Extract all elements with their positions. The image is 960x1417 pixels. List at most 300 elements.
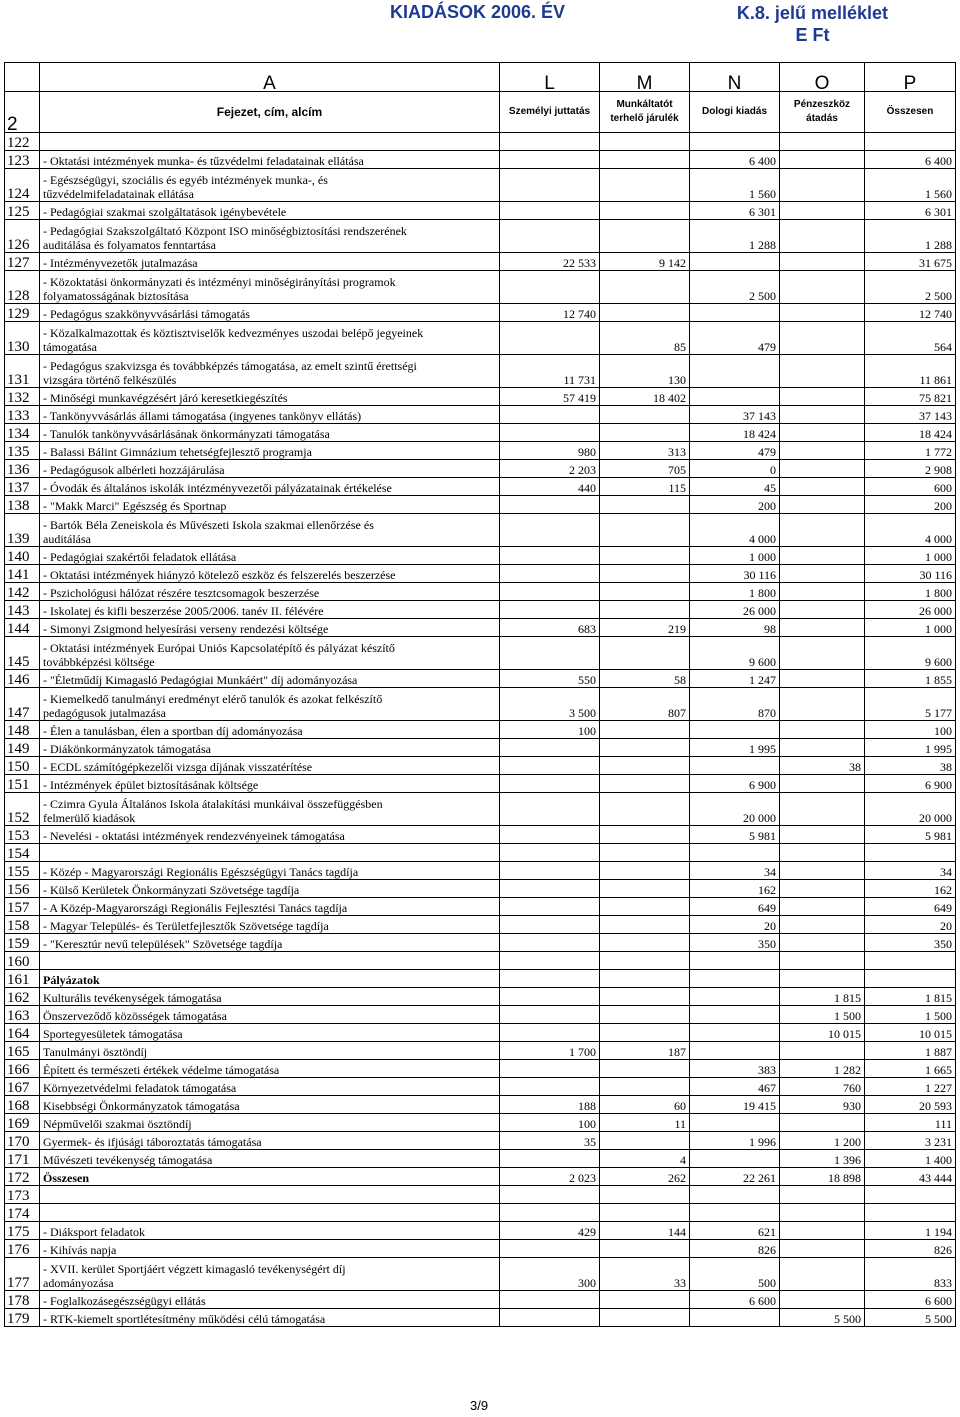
personal-payments-cell: 22 533 xyxy=(500,253,600,271)
row-description: - A Közép-Magyarországi Regionális Fejlesztési Tanács tagdíja xyxy=(40,898,500,916)
table-row xyxy=(5,952,956,970)
row-description: - Foglalkozásegészségügyi ellátás xyxy=(40,1291,500,1309)
employer-contribution-cell xyxy=(600,988,690,1006)
personal-payments-cell xyxy=(500,898,600,916)
fund-transfer-cell xyxy=(780,619,865,637)
employer-contribution-cell xyxy=(600,793,690,826)
material-expense-cell xyxy=(690,1309,780,1327)
employer-contribution-cell: 219 xyxy=(600,619,690,637)
row-number: 151 xyxy=(5,775,40,793)
column-header: Dologi kiadás xyxy=(690,92,780,133)
row-number: 167 xyxy=(5,1078,40,1096)
fund-transfer-cell: 930 xyxy=(780,1096,865,1114)
total-cell: 833 xyxy=(865,1258,956,1291)
fund-transfer-cell xyxy=(780,133,865,151)
employer-contribution-cell xyxy=(600,862,690,880)
row-description: - Külső Kerületek Önkormányzati Szövetsége tagdíja xyxy=(40,880,500,898)
employer-contribution-cell: 313 xyxy=(600,442,690,460)
table-row xyxy=(5,271,956,304)
row-description: - Balassi Bálint Gimnázium tehetségfejlesztő programja xyxy=(40,442,500,460)
material-expense-cell: 20 000 xyxy=(690,793,780,826)
row-description: Gyermek- és ifjúsági táboroztatás támogatása xyxy=(40,1132,500,1150)
table-row xyxy=(5,1006,956,1024)
table-row xyxy=(5,862,956,880)
fund-transfer-cell xyxy=(780,583,865,601)
row-number: 142 xyxy=(5,583,40,601)
fund-transfer-cell xyxy=(780,844,865,862)
fund-transfer-cell xyxy=(780,688,865,721)
fund-transfer-cell xyxy=(780,388,865,406)
employer-contribution-cell xyxy=(600,721,690,739)
row-description: Pályázatok xyxy=(40,970,500,988)
total-cell: 100 xyxy=(865,721,956,739)
employer-contribution-cell: 705 xyxy=(600,460,690,478)
table-row xyxy=(5,637,956,670)
total-cell: 1 995 xyxy=(865,739,956,757)
material-expense-cell: 1 247 xyxy=(690,670,780,688)
fund-transfer-cell: 10 015 xyxy=(780,1024,865,1042)
table-row xyxy=(5,739,956,757)
row-description: - XVII. kerület Sportjáért végzett kimagasló tevékenységért díj adományozása xyxy=(40,1258,500,1291)
personal-payments-cell xyxy=(500,583,600,601)
row-number: 139 xyxy=(5,514,40,547)
table-row xyxy=(5,304,956,322)
personal-payments-cell xyxy=(500,322,600,355)
total-cell: 20 593 xyxy=(865,1096,956,1114)
employer-contribution-cell xyxy=(600,1132,690,1150)
fund-transfer-cell xyxy=(780,322,865,355)
row-number: 141 xyxy=(5,565,40,583)
row-number: 129 xyxy=(5,304,40,322)
total-cell: 600 xyxy=(865,478,956,496)
column-letter: O xyxy=(780,63,865,92)
fund-transfer-cell xyxy=(780,424,865,442)
total-cell: 1 855 xyxy=(865,670,956,688)
material-expense-cell: 383 xyxy=(690,1060,780,1078)
total-cell xyxy=(865,970,956,988)
material-expense-cell: 0 xyxy=(690,460,780,478)
fund-transfer-cell xyxy=(780,271,865,304)
row-description: Összesen xyxy=(40,1168,500,1186)
employer-contribution-cell xyxy=(600,739,690,757)
row-number: 124 xyxy=(5,169,40,202)
personal-payments-cell xyxy=(500,880,600,898)
row-number: 169 xyxy=(5,1114,40,1132)
employer-contribution-cell xyxy=(600,916,690,934)
fund-transfer-cell xyxy=(780,1222,865,1240)
total-cell: 1 560 xyxy=(865,169,956,202)
fund-transfer-cell xyxy=(780,934,865,952)
row-description: - Pedagógus szakkönyvvásárlási támogatás xyxy=(40,304,500,322)
personal-payments-cell xyxy=(500,565,600,583)
employer-contribution-cell xyxy=(600,406,690,424)
row-number: 143 xyxy=(5,601,40,619)
personal-payments-cell xyxy=(500,271,600,304)
material-expense-cell: 1 000 xyxy=(690,547,780,565)
unit-label: E Ft xyxy=(795,25,830,45)
row-description: Népművelői szakmai ösztöndíj xyxy=(40,1114,500,1132)
employer-contribution-cell: 187 xyxy=(600,1042,690,1060)
personal-payments-cell xyxy=(500,151,600,169)
fund-transfer-cell xyxy=(780,406,865,424)
row-description: - Oktatási intézmények munka- és tűzvédelmi feladatainak ellátása xyxy=(40,151,500,169)
personal-payments-cell: 2 203 xyxy=(500,460,600,478)
table-row xyxy=(5,1204,956,1222)
employer-contribution-cell: 9 142 xyxy=(600,253,690,271)
row-description xyxy=(40,1204,500,1222)
table-row xyxy=(5,202,956,220)
total-cell: 1 000 xyxy=(865,547,956,565)
employer-contribution-cell xyxy=(600,496,690,514)
table-row xyxy=(5,1132,956,1150)
total-cell: 5 981 xyxy=(865,826,956,844)
row-description xyxy=(40,133,500,151)
table-row xyxy=(5,826,956,844)
fund-transfer-cell xyxy=(780,565,865,583)
material-expense-cell xyxy=(690,844,780,862)
row-number: 166 xyxy=(5,1060,40,1078)
total-cell: 6 301 xyxy=(865,202,956,220)
total-cell: 30 116 xyxy=(865,565,956,583)
employer-contribution-cell: 18 402 xyxy=(600,388,690,406)
row-number: 127 xyxy=(5,253,40,271)
employer-contribution-cell xyxy=(600,424,690,442)
personal-payments-cell xyxy=(500,547,600,565)
total-cell: 5 500 xyxy=(865,1309,956,1327)
personal-payments-cell xyxy=(500,793,600,826)
row-description: Tanulmányi ösztöndíj xyxy=(40,1042,500,1060)
employer-contribution-cell: 115 xyxy=(600,478,690,496)
material-expense-cell: 5 981 xyxy=(690,826,780,844)
column-letter: P xyxy=(865,63,956,92)
personal-payments-cell xyxy=(500,862,600,880)
personal-payments-cell xyxy=(500,757,600,775)
personal-payments-cell: 188 xyxy=(500,1096,600,1114)
table-row xyxy=(5,133,956,151)
employer-contribution-cell xyxy=(600,1240,690,1258)
personal-payments-cell: 12 740 xyxy=(500,304,600,322)
material-expense-cell: 2 500 xyxy=(690,271,780,304)
row-number: 152 xyxy=(5,793,40,826)
employer-contribution-cell: 130 xyxy=(600,355,690,388)
employer-contribution-cell xyxy=(600,583,690,601)
total-cell: 5 177 xyxy=(865,688,956,721)
personal-payments-cell xyxy=(500,1006,600,1024)
row-description: Kisebbségi Önkormányzatok támogatása xyxy=(40,1096,500,1114)
personal-payments-cell xyxy=(500,496,600,514)
employer-contribution-cell: 262 xyxy=(600,1168,690,1186)
personal-payments-cell xyxy=(500,934,600,952)
total-cell: 1 194 xyxy=(865,1222,956,1240)
material-expense-cell: 467 xyxy=(690,1078,780,1096)
employer-contribution-cell xyxy=(600,1204,690,1222)
material-expense-cell xyxy=(690,970,780,988)
row-number: 177 xyxy=(5,1258,40,1291)
row-description: - "Életműdíj Kimagasló Pedagógiai Munkáért" díj adományozása xyxy=(40,670,500,688)
table-row xyxy=(5,988,956,1006)
material-expense-cell: 45 xyxy=(690,478,780,496)
fund-transfer-cell xyxy=(780,151,865,169)
material-expense-cell xyxy=(690,952,780,970)
total-cell: 564 xyxy=(865,322,956,355)
row-description xyxy=(40,952,500,970)
table-row xyxy=(5,970,956,988)
table-row xyxy=(5,514,956,547)
header-right xyxy=(737,2,888,46)
total-cell: 2 500 xyxy=(865,271,956,304)
employer-contribution-cell xyxy=(600,133,690,151)
row-description: - Czimra Gyula Általános Iskola átalakítási munkáival összefüggésben felmerülő kiadások xyxy=(40,793,500,826)
employer-contribution-cell: 85 xyxy=(600,322,690,355)
table-row xyxy=(5,478,956,496)
fund-transfer-cell xyxy=(780,442,865,460)
table-row xyxy=(5,898,956,916)
row-description: Önszerveződő közösségek támogatása xyxy=(40,1006,500,1024)
row-description: - Diáksport feladatok xyxy=(40,1222,500,1240)
row-number-header: 2 xyxy=(5,92,40,133)
row-number: 130 xyxy=(5,322,40,355)
total-cell: 6 400 xyxy=(865,151,956,169)
total-cell: 6 900 xyxy=(865,775,956,793)
row-number: 148 xyxy=(5,721,40,739)
fund-transfer-cell xyxy=(780,601,865,619)
fund-transfer-cell: 1 500 xyxy=(780,1006,865,1024)
employer-contribution-cell xyxy=(600,1006,690,1024)
material-expense-cell: 479 xyxy=(690,442,780,460)
material-expense-cell: 826 xyxy=(690,1240,780,1258)
material-expense-cell: 350 xyxy=(690,934,780,952)
total-cell: 20 000 xyxy=(865,793,956,826)
personal-payments-cell xyxy=(500,424,600,442)
table-row xyxy=(5,253,956,271)
total-cell xyxy=(865,952,956,970)
employer-contribution-cell: 60 xyxy=(600,1096,690,1114)
row-number: 179 xyxy=(5,1309,40,1327)
material-expense-cell xyxy=(690,388,780,406)
row-number: 170 xyxy=(5,1132,40,1150)
fund-transfer-cell xyxy=(780,670,865,688)
employer-contribution-cell xyxy=(600,304,690,322)
row-number: 131 xyxy=(5,355,40,388)
personal-payments-cell xyxy=(500,1186,600,1204)
material-expense-cell xyxy=(690,304,780,322)
row-description: - Pedagógus szakvizsga és továbbképzés támogatása, az emelt szintű érettségi vizsgára történő felkészülés xyxy=(40,355,500,388)
fund-transfer-cell: 760 xyxy=(780,1078,865,1096)
row-description: - Oktatási intézmények hiányzó kötelező eszköz és felszerelés beszerzése xyxy=(40,565,500,583)
material-expense-cell: 20 xyxy=(690,916,780,934)
row-number: 135 xyxy=(5,442,40,460)
personal-payments-cell xyxy=(500,1240,600,1258)
employer-contribution-cell xyxy=(600,220,690,253)
row-description: - Iskolatej és kifli beszerzése 2005/2006. tanév II. félévére xyxy=(40,601,500,619)
row-description: Sportegyesületek támogatása xyxy=(40,1024,500,1042)
fund-transfer-cell xyxy=(780,721,865,739)
row-number: 125 xyxy=(5,202,40,220)
employer-contribution-cell xyxy=(600,952,690,970)
row-number: 153 xyxy=(5,826,40,844)
fund-transfer-cell: 38 xyxy=(780,757,865,775)
material-expense-cell xyxy=(690,253,780,271)
personal-payments-cell xyxy=(500,775,600,793)
fund-transfer-cell xyxy=(780,862,865,880)
row-number: 178 xyxy=(5,1291,40,1309)
material-expense-cell xyxy=(690,1186,780,1204)
total-cell: 20 xyxy=(865,916,956,934)
fund-transfer-cell xyxy=(780,169,865,202)
row-number: 171 xyxy=(5,1150,40,1168)
total-cell: 18 424 xyxy=(865,424,956,442)
material-expense-cell xyxy=(690,988,780,1006)
fund-transfer-cell: 1 282 xyxy=(780,1060,865,1078)
row-description: Művészeti tevékenység támogatása xyxy=(40,1150,500,1168)
table-row xyxy=(5,601,956,619)
total-cell: 1 665 xyxy=(865,1060,956,1078)
row-description: - "Keresztúr nevű települések" Szövetsége tagdíja xyxy=(40,934,500,952)
table-row xyxy=(5,322,956,355)
table-row xyxy=(5,1042,956,1060)
table-row xyxy=(5,565,956,583)
employer-contribution-cell: 58 xyxy=(600,670,690,688)
total-cell: 1 000 xyxy=(865,619,956,637)
employer-contribution-cell: 144 xyxy=(600,1222,690,1240)
total-cell: 75 821 xyxy=(865,388,956,406)
employer-contribution-cell xyxy=(600,565,690,583)
table-row xyxy=(5,355,956,388)
employer-contribution-cell: 4 xyxy=(600,1150,690,1168)
expenditure-table xyxy=(4,62,956,1327)
row-number: 147 xyxy=(5,688,40,721)
material-expense-cell: 98 xyxy=(690,619,780,637)
row-number: 133 xyxy=(5,406,40,424)
total-cell xyxy=(865,133,956,151)
material-expense-cell: 6 900 xyxy=(690,775,780,793)
row-description: - Közalkalmazottak és köztisztviselők kedvezményes uszodai belépő jegyeinek támogatása xyxy=(40,322,500,355)
total-cell: 34 xyxy=(865,862,956,880)
material-expense-cell: 18 424 xyxy=(690,424,780,442)
row-description: - Közép - Magyarországi Regionális Egészségügyi Tanács tagdíja xyxy=(40,862,500,880)
material-expense-cell: 1 800 xyxy=(690,583,780,601)
employer-contribution-cell xyxy=(600,757,690,775)
fund-transfer-cell xyxy=(780,478,865,496)
fund-transfer-cell xyxy=(780,1240,865,1258)
table-row xyxy=(5,406,956,424)
total-cell: 162 xyxy=(865,880,956,898)
row-number: 175 xyxy=(5,1222,40,1240)
row-number: 137 xyxy=(5,478,40,496)
fund-transfer-cell xyxy=(780,355,865,388)
row-description: Épített és természeti értékek védelme támogatása xyxy=(40,1060,500,1078)
personal-payments-cell xyxy=(500,1291,600,1309)
column-letter: N xyxy=(690,63,780,92)
personal-payments-cell xyxy=(500,601,600,619)
employer-contribution-cell xyxy=(600,202,690,220)
column-header: Pénzeszköz átadás xyxy=(780,92,865,133)
material-expense-cell xyxy=(690,1150,780,1168)
total-cell: 826 xyxy=(865,1240,956,1258)
table-row xyxy=(5,1168,956,1186)
fund-transfer-cell xyxy=(780,1258,865,1291)
row-number: 164 xyxy=(5,1024,40,1042)
table-row xyxy=(5,1309,956,1327)
row-number: 126 xyxy=(5,220,40,253)
total-cell: 26 000 xyxy=(865,601,956,619)
total-cell: 649 xyxy=(865,898,956,916)
table-row xyxy=(5,916,956,934)
row-description: Környezetvédelmi feladatok támogatása xyxy=(40,1078,500,1096)
row-description: - Élen a tanulásban, élen a sportban díj adományozása xyxy=(40,721,500,739)
row-description: - Pedagógiai szakértői feladatok ellátása xyxy=(40,547,500,565)
personal-payments-cell xyxy=(500,637,600,670)
table-row xyxy=(5,1222,956,1240)
total-cell: 3 231 xyxy=(865,1132,956,1150)
row-description: - Egészségügyi, szociális és egyéb intézmények munka-, és tűzvédelmifeladatainak ellátása xyxy=(40,169,500,202)
table-row xyxy=(5,757,956,775)
row-number: 162 xyxy=(5,988,40,1006)
row-description xyxy=(40,1186,500,1204)
total-cell xyxy=(865,1186,956,1204)
table-row xyxy=(5,1150,956,1168)
employer-contribution-cell xyxy=(600,601,690,619)
row-number: 149 xyxy=(5,739,40,757)
total-cell: 10 015 xyxy=(865,1024,956,1042)
row-number: 165 xyxy=(5,1042,40,1060)
column-header-row xyxy=(5,92,956,133)
material-expense-cell: 500 xyxy=(690,1258,780,1291)
fund-transfer-cell xyxy=(780,1291,865,1309)
row-description: - Pedagógiai Szakszolgáltató Központ ISO minőségbiztosítási rendszerének auditálása és folyamatos fenntartása xyxy=(40,220,500,253)
total-cell: 111 xyxy=(865,1114,956,1132)
personal-payments-cell xyxy=(500,202,600,220)
total-cell: 9 600 xyxy=(865,637,956,670)
table-row xyxy=(5,151,956,169)
employer-contribution-cell xyxy=(600,1309,690,1327)
material-expense-cell: 37 143 xyxy=(690,406,780,424)
employer-contribution-cell xyxy=(600,1291,690,1309)
employer-contribution-cell xyxy=(600,271,690,304)
personal-payments-cell: 100 xyxy=(500,721,600,739)
material-expense-cell xyxy=(690,1024,780,1042)
page-title: KIADÁSOK 2006. ÉV xyxy=(390,2,566,22)
fund-transfer-cell xyxy=(780,1204,865,1222)
fund-transfer-cell xyxy=(780,496,865,514)
fund-transfer-cell xyxy=(780,880,865,898)
personal-payments-cell xyxy=(500,1204,600,1222)
fund-transfer-cell xyxy=(780,793,865,826)
material-expense-cell: 19 415 xyxy=(690,1096,780,1114)
total-cell: 4 000 xyxy=(865,514,956,547)
employer-contribution-cell xyxy=(600,1186,690,1204)
personal-payments-cell: 57 419 xyxy=(500,388,600,406)
personal-payments-cell xyxy=(500,952,600,970)
table-row xyxy=(5,169,956,202)
employer-contribution-cell xyxy=(600,1060,690,1078)
fund-transfer-cell xyxy=(780,739,865,757)
material-expense-cell: 200 xyxy=(690,496,780,514)
table-row xyxy=(5,1186,956,1204)
row-number: 128 xyxy=(5,271,40,304)
fund-transfer-cell xyxy=(780,202,865,220)
fund-transfer-cell xyxy=(780,970,865,988)
row-description: - Intézményvezetők jutalmazása xyxy=(40,253,500,271)
personal-payments-cell: 3 500 xyxy=(500,688,600,721)
personal-payments-cell: 2 023 xyxy=(500,1168,600,1186)
total-cell: 1 815 xyxy=(865,988,956,1006)
row-description: - Tankönyvvásárlás állami támogatása (ingyenes tankönyv ellátás) xyxy=(40,406,500,424)
column-letter-row xyxy=(5,63,956,92)
personal-payments-cell: 35 xyxy=(500,1132,600,1150)
row-number: 122 xyxy=(5,133,40,151)
personal-payments-cell xyxy=(500,826,600,844)
